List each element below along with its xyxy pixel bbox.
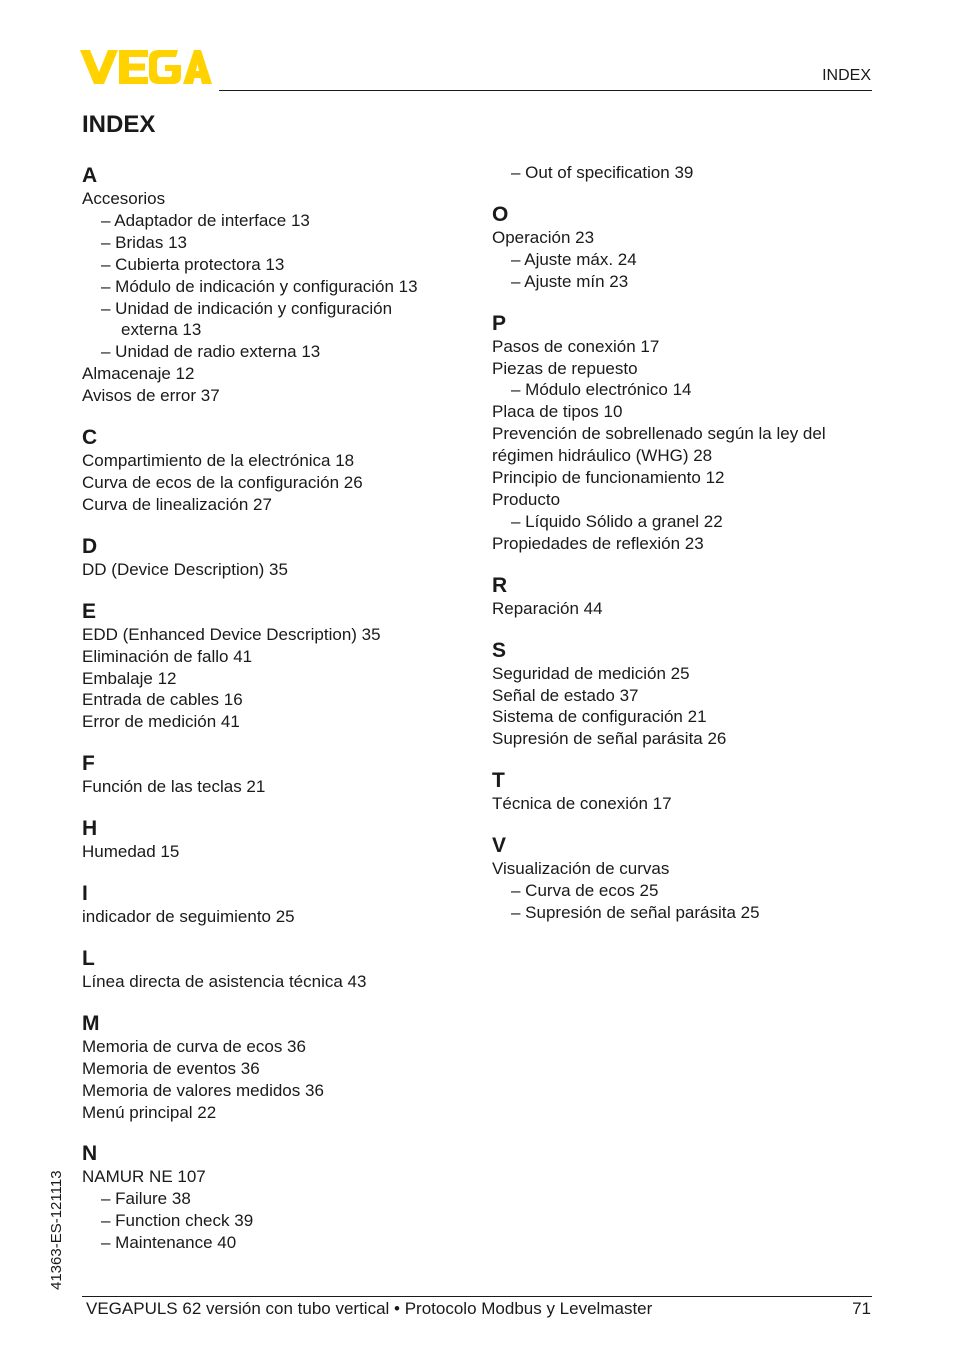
index-entry: Visualización de curvas — [492, 859, 670, 879]
index-entry: – Ajuste mín 23 — [511, 271, 629, 291]
index-entry: – Unidad de radio externa 13 — [101, 342, 321, 362]
vega-logo — [80, 50, 212, 84]
index-entry: Memoria de valores medidos 36 — [82, 1080, 324, 1100]
index-entry: indicador de seguimiento 25 — [82, 907, 295, 927]
header-section-label: INDEX — [822, 67, 871, 84]
index-letter-heading: L — [82, 946, 95, 970]
index-section — [82, 426, 462, 516]
index-entry: – Supresión de señal parásita 25 — [511, 902, 760, 922]
index-entry: Curva de linealización 27 — [82, 494, 272, 514]
index-entry: Menú principal 22 — [82, 1102, 217, 1122]
index-entry: – Maintenance 40 — [101, 1233, 237, 1253]
index-section — [492, 574, 872, 620]
index-section — [82, 947, 462, 993]
index-section — [82, 164, 462, 407]
index-entry: – Módulo de indicación y configuración 13 — [101, 276, 418, 296]
index-entry: Sistema de configuración 21 — [492, 707, 707, 727]
index-entry: Piezas de repuesto — [492, 358, 638, 378]
index-entry: Accesorios — [82, 189, 166, 208]
index-entry: – Cubierta protectora 13 — [101, 254, 285, 274]
index-section — [82, 882, 462, 928]
index-letter-heading: N — [82, 1142, 98, 1166]
index-column-left — [82, 164, 462, 1254]
index-entry: Técnica de conexión 17 — [492, 794, 672, 814]
index-section — [492, 162, 872, 184]
index-entry: Prevención de sobrellenado según la ley del — [492, 424, 826, 444]
index-entry: Avisos de error 37 — [82, 386, 220, 406]
index-entry: Propiedades de reflexión 23 — [492, 533, 704, 553]
index-entry: Entrada de cables 16 — [82, 690, 243, 710]
index-letter-heading: M — [82, 1011, 100, 1035]
index-letter-heading: A — [82, 164, 98, 187]
index-entry: Operación 23 — [492, 227, 595, 247]
index-entry: Función de las teclas 21 — [82, 777, 266, 797]
index-entry: Compartimiento de la electrónica 18 — [82, 451, 355, 471]
index-section — [82, 752, 462, 798]
page-number: 71 — [852, 1299, 871, 1318]
index-entry: – Function check 39 — [101, 1211, 254, 1231]
index-entry: Embalaje 12 — [82, 668, 177, 688]
index-entry: – Failure 38 — [101, 1189, 191, 1209]
document-code: 41363-ES-121113 — [48, 1170, 65, 1290]
index-entry: – Líquido Sólido a granel 22 — [511, 511, 723, 531]
index-letter-heading: H — [82, 817, 98, 841]
index-letter-heading: E — [82, 599, 97, 623]
index-section — [492, 639, 872, 751]
index-section — [82, 600, 462, 734]
index-entry: Almacenaje 12 — [82, 364, 195, 384]
index-letter-heading: T — [492, 769, 505, 793]
index-letter-heading: P — [492, 311, 507, 335]
index-entry: – Out of specification 39 — [511, 163, 694, 182]
index-entry: Reparación 44 — [492, 598, 603, 618]
index-section — [492, 203, 872, 293]
footer-title: VEGAPULS 62 versión con tubo vertical • Protocolo Modbus y Levelmaster — [86, 1299, 653, 1318]
index-letter-heading: V — [492, 834, 507, 858]
index-entry: Placa de tipos 10 — [492, 402, 623, 422]
index-entry: Eliminación de fallo 41 — [82, 646, 253, 666]
index-entry: Señal de estado 37 — [492, 685, 639, 705]
index-section — [492, 834, 872, 924]
index-section — [492, 312, 872, 555]
index-letter-heading: I — [82, 882, 88, 906]
index-entry: Memoria de eventos 36 — [82, 1058, 260, 1078]
index-entry: – Adaptador de interface 13 — [101, 210, 310, 230]
index-entry: Memoria de curva de ecos 36 — [82, 1036, 306, 1056]
index-letter-heading: R — [492, 573, 508, 597]
index-entry: Pasos de conexión 17 — [492, 336, 660, 356]
index-entry: Humedad 15 — [82, 842, 180, 862]
index-entry: Línea directa de asistencia técnica 43 — [82, 971, 367, 991]
index-entry: Seguridad de medición 25 — [492, 663, 690, 683]
index-entry: régimen hidráulico (WHG) 28 — [492, 446, 713, 466]
index-section — [82, 817, 462, 863]
index-entry: Producto — [492, 489, 561, 509]
index-letter-heading: D — [82, 534, 98, 558]
index-section — [82, 535, 462, 581]
index-entry: Supresión de señal parásita 26 — [492, 729, 727, 749]
index-letter-heading: O — [492, 202, 509, 226]
index-section — [82, 1012, 462, 1124]
index-entry: Principio de funcionamiento 12 — [492, 468, 725, 488]
index-letter-heading: S — [492, 638, 507, 662]
header-divider — [219, 90, 872, 91]
index-entry: Curva de ecos de la configuración 26 — [82, 472, 363, 492]
index-entry: – Unidad de indicación y configuración — [101, 298, 393, 318]
index-letter-heading: C — [82, 426, 98, 450]
index-entry: externa 13 — [121, 320, 202, 340]
index-entry: – Ajuste máx. 24 — [511, 249, 637, 269]
index-entry: DD (Device Description) 35 — [82, 559, 288, 579]
index-entry: – Bridas 13 — [101, 232, 187, 252]
index-entry: – Curva de ecos 25 — [511, 881, 659, 901]
index-column-right — [492, 162, 872, 924]
index-section — [82, 1142, 462, 1254]
index-section — [492, 769, 872, 815]
page-title: INDEX — [82, 111, 156, 138]
index-entry: EDD (Enhanced Device Description) 35 — [82, 624, 381, 644]
index-entry: – Módulo electrónico 14 — [511, 380, 692, 400]
index-entry: NAMUR NE 107 — [82, 1167, 206, 1187]
footer-divider — [82, 1296, 872, 1297]
index-entry: Error de medición 41 — [82, 712, 240, 732]
index-letter-heading: F — [82, 752, 95, 776]
